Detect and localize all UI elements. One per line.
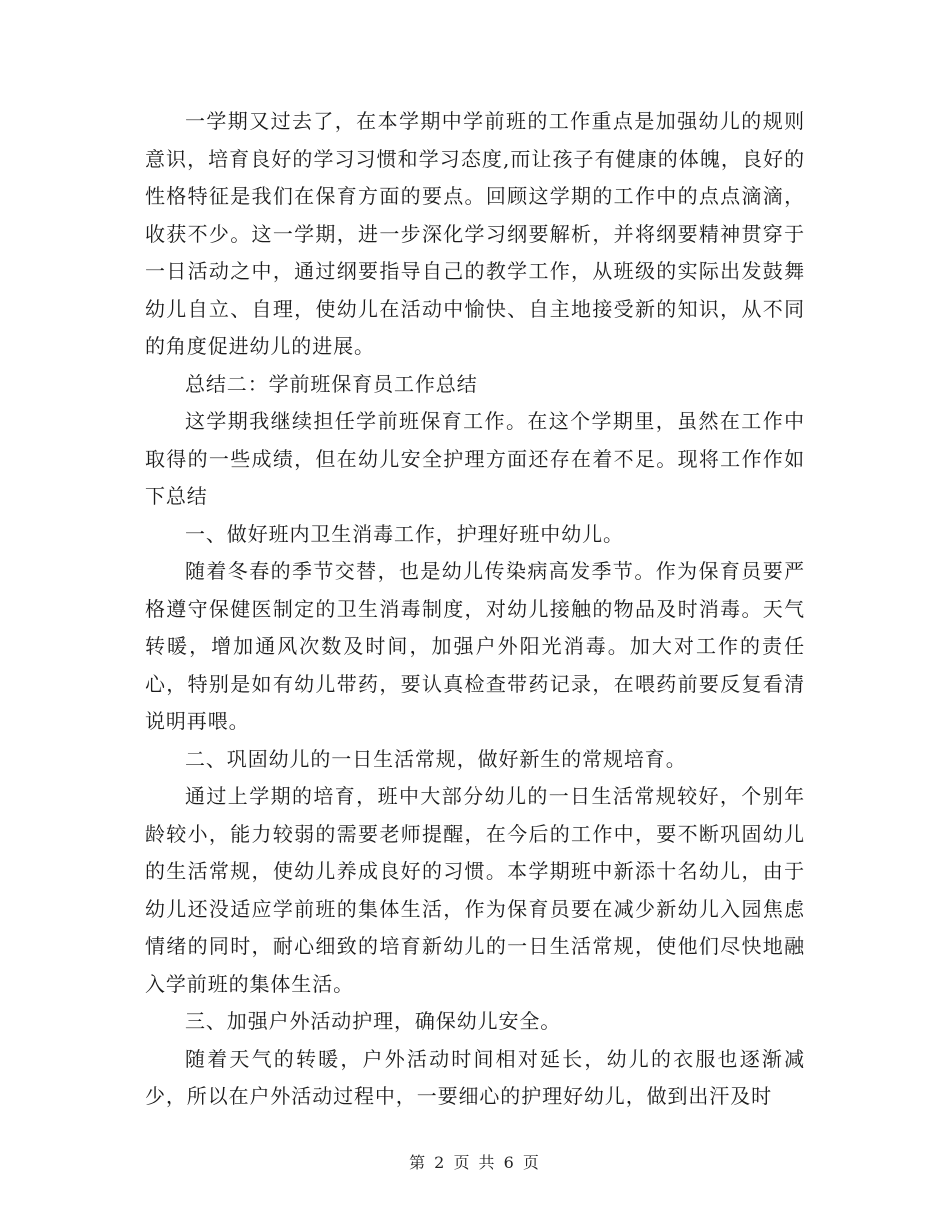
- daily-routine-paragraph: 通过上学期的培育，班中大部分幼儿的一日生活常规较好，个别年龄较小，能力较弱的需要老师提醒，在今后的工作中，要不断巩固幼儿的生活常规，使幼儿养成良好的习惯。本学期班中新添十名幼儿，由于幼儿还没适应学前班的集体生活，作为保育员要在减少新幼儿入园焦虑情绪的同时，耐心细致的培育新幼儿的一日生活常规，使他们尽快地融入学前班的集体生活。: [145, 784, 805, 996]
- hygiene-paragraph: 随着冬春的季节交替，也是幼儿传染病高发季节。作为保育员要严格遵守保健医制定的卫生消毒制度，对幼儿接触的物品及时消毒。天气转暖，增加通风次数及时间，加强户外阳光消毒。加大对工作的责任心，特别是如有幼儿带药，要认真检查带药记录，在喂药前要反复看清说明再喂。: [145, 559, 805, 733]
- heading-outdoor-safety: 三、加强户外活动护理，确保幼儿安全。: [185, 1009, 562, 1033]
- document-body: [145, 103, 805, 1116]
- outdoor-safety-paragraph: 随着天气的转暖，户外活动时间相对延长，幼儿的衣服也逐渐减少，所以在户外活动过程中，一要细心的护理好幼儿，做到出汗及时: [145, 1046, 805, 1108]
- section-title-summary-two: 总结二：学前班保育员工作总结: [185, 371, 478, 396]
- summary-intro-paragraph: 这学期我继续担任学前班保育工作。在这个学期里，虽然在工作中取得的一些成绩，但在幼儿安全护理方面还存在着不足。现将工作作如下总结: [145, 409, 805, 508]
- heading-daily-routine: 二、巩固幼儿的一日生活常规，做好新生的常规培育。: [185, 746, 687, 771]
- page-number-footer: 第 2 页 共 6 页: [409, 1153, 541, 1172]
- intro-paragraph: 一学期又过去了，在本学期中学前班的工作重点是加强幼儿的规则意识，培育良好的学习习惯和学习态度,而让孩子有健康的体魄，良好的性格特征是我们在保育方面的要点。回顾这学期的工作中的点点滴滴，收获不少。这一学期，进一步深化学习纲要解析，并将纲要精神贯穿于一日活动之中，通过纲要指导自己的教学工作，从班级的实际出发鼓舞幼儿自立、自理，使幼儿在活动中愉快、自主地接受新的知识，从不同的角度促进幼儿的进展。: [145, 109, 805, 358]
- heading-hygiene: 一、做好班内卫生消毒工作，护理好班中幼儿。: [185, 521, 624, 546]
